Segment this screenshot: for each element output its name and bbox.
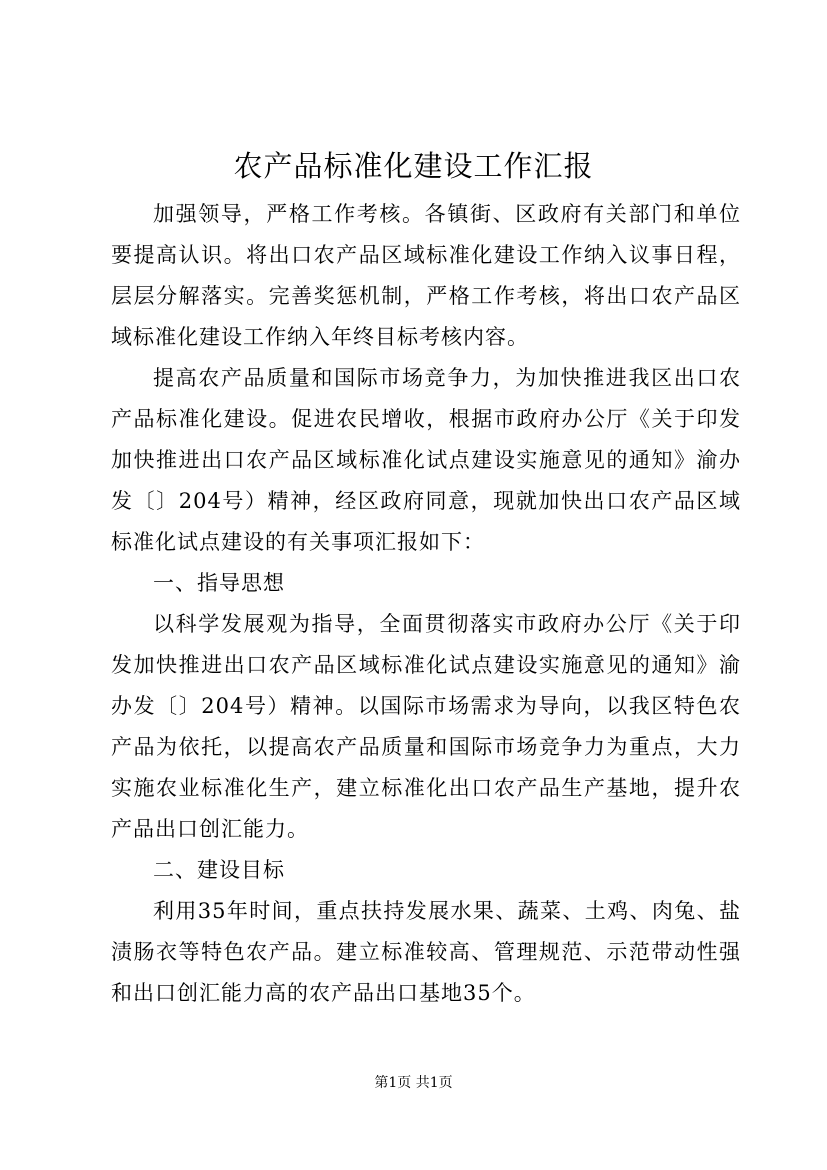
paragraph-construction-goals: 利用35年时间，重点扶持发展水果、蔬菜、土鸡、肉兔、盐渍肠衣等特色农产品。建立标准较高、管理规范、示范带动性强和出口创汇能力高的农产品出口基地35个。 [111, 899, 741, 1005]
page-number-footer: 第1页 共1页 [374, 1075, 453, 1091]
paragraph-guiding-ideology: 以科学发展观为指导，全面贯彻落实市政府办公厅《关于印发加快推进出口农产品区域标准化试点建设实施意见的通知》渝办发〔〕204号）精神。以国际市场需求为导向，以我区特色农产品为依托，以提高农产品质量和国际市场竞争力为重点，大力实施农业标准化生产，建立标准化出口农产品生产基地，提升农产品出口创汇能力。 [111, 612, 741, 841]
paragraph-introduction: 提高农产品质量和国际市场竞争力，为加快推进我区出口农产品标准化建设。促进农民增收，根据市政府办公厅《关于印发加快推进出口农产品区域标准化试点建设实施意见的通知》渝办发〔〕204号）精神，经区政府同意，现就加快出口农产品区域标准化试点建设的有关事项汇报如下： [111, 366, 741, 554]
document-title: 农产品标准化建设工作汇报 [233, 149, 594, 183]
paragraph-leadership: 加强领导，严格工作考核。各镇街、区政府有关部门和单位要提高认识。将出口农产品区域标准化建设工作纳入议事日程，层层分解落实。完善奖惩机制，严格工作考核，将出口农产品区域标准化建设工作纳入年终目标考核内容。 [111, 202, 741, 349]
section-heading-guiding-ideology: 一、指导思想 [153, 571, 285, 595]
document-body [111, 194, 741, 1014]
section-heading-construction-goals: 二、建设目标 [153, 858, 285, 882]
